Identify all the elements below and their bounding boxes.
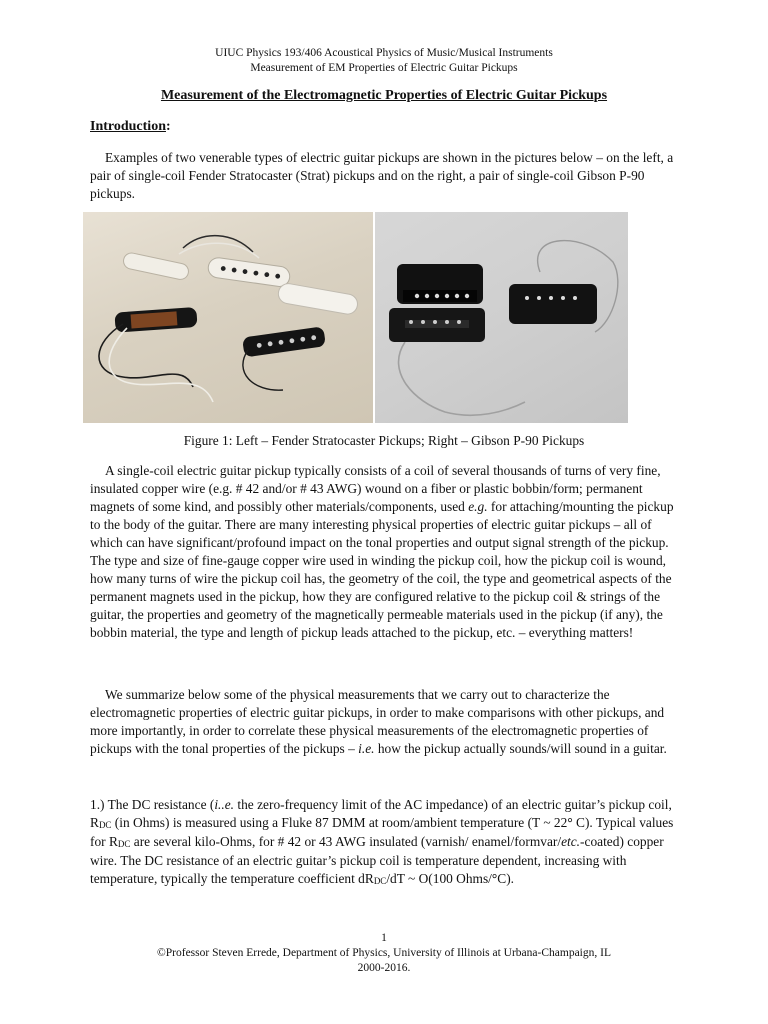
- paragraph-3-part-b: how the pickup actually sounds/will sound in a guitar.: [374, 741, 667, 756]
- p4-part-b: the zero-frequency limit of the AC impedance) of an electric guitar’s pickup coil, R: [90, 797, 672, 830]
- p4-part-h: C).: [497, 871, 515, 886]
- paragraph-2-part-a: A single-coil electric guitar pickup typically consists of a coil of several thousands of turns of very fine, insulated copper wire (e.g. # 42 and/or # 43 AWG) wound on a fiber or plastic bobbin/form; permanent magnets of some kind, and possibly other materials/components, used: [90, 463, 661, 514]
- p90-pickups-illustration: [375, 212, 628, 423]
- header-line-1: UIUC Physics 193/406 Acoustical Physics of Music/Musical Instruments: [215, 47, 553, 59]
- p4-sub-dc-2: DC: [117, 839, 131, 849]
- p4-degree-1: °: [567, 815, 573, 830]
- footer-copyright: ©Professor Steven Errede, Department of Physics, University of Illinois at Urbana-Champaign, IL: [157, 947, 611, 959]
- p4-ie: i..e.: [214, 797, 235, 812]
- figure-caption: Figure 1: Left – Fender Stratocaster Pickups; Right – Gibson P-90 Pickups: [183, 433, 585, 448]
- introduction-heading-text: Introduction: [90, 119, 166, 134]
- paragraph-3-ie: i.e.: [358, 741, 375, 756]
- p4-part-c: (in Ohms) is measured using a Fluke 87 DMM at room/ambient temperature (T ~ 22: [111, 815, 568, 830]
- p4-part-f: -coated) copper wire. The DC resistance of an electric guitar’s pickup coil is temperature dependent, increasing with temperature, typically the temperature coefficient dR: [90, 834, 664, 886]
- section-heading-introduction: [90, 119, 171, 135]
- strat-pickups-illustration: [83, 212, 373, 423]
- photo-p90-pickups: [375, 212, 628, 423]
- paragraph-2-part-b: for attaching/mounting the pickup to the body of the guitar. There are many interesting physical properties of electric guitar pickups – all of which can have significant/profound impact on the tonal properties and output signal strength of the pickup. The type and size of fine-gauge copper wire used in winding the pickup coil, how the pickup coil is wound, how many turns of wire the pickup coil has, the geometry of the coil, the type and geometrical aspects of the permanent magnets used in the pickup, how they are configured relative to the pickup coil & strings of the guitar, the properties and geometry of the magnetically permeable materials used in the pickup (if any), the bobbin material, the type and length of pickup leads attached to the pickup, etc. – everything matters!: [90, 499, 674, 640]
- document-title: Measurement of the Electromagnetic Properties of Electric Guitar Pickups: [160, 88, 608, 103]
- p4-sub-dc-3: DC: [373, 876, 387, 886]
- p4-etc: etc.: [561, 834, 581, 849]
- running-header: [0, 46, 768, 76]
- paragraph-3-part-a: We summarize below some of the physical measurements that we carry out to characterize the electromagnetic properties of electric guitar pickups, in order to make comparisons with other pickups, and more importantly, in order to correlate these physical measurements of the electromagnetic properties of pickups with the tonal properties of the pickups –: [90, 687, 665, 756]
- p4-sub-dc-1: DC: [98, 820, 112, 830]
- paragraph-4-dc-resistance: [90, 796, 680, 889]
- p4-part-a: 1.) The DC resistance (: [90, 797, 215, 812]
- introduction-heading-colon: :: [165, 119, 171, 134]
- page-footer: [0, 931, 768, 976]
- paragraph-1: Examples of two venerable types of electric guitar pickups are shown in the pictures below – on the left, a pair of single-coil Fender Stratocaster (Strat) pickups and on the right, a pair of single-coil Gibson P-90 pickups.: [90, 150, 674, 201]
- paragraph-2: [90, 462, 680, 642]
- p4-degree-2: °: [491, 871, 498, 886]
- page-number: 1: [381, 932, 387, 944]
- paragraph-3: [90, 686, 680, 758]
- p4-part-g: /dT ~ O(100 Ohms/: [386, 871, 492, 886]
- photo-strat-pickups: [83, 212, 373, 423]
- paragraph-2-eg: e.g.: [468, 499, 488, 514]
- p4-part-e: are several kilo-Ohms, for # 42 or 43 AWG insulated (varnish/ enamel/formvar/: [130, 834, 562, 849]
- footer-years: 2000-2016.: [357, 962, 411, 974]
- header-line-2: Measurement of EM Properties of Electric Guitar Pickups: [250, 62, 518, 74]
- p4-part-d: C). Typical values for R: [90, 815, 674, 849]
- figure-1-photos: [83, 212, 628, 423]
